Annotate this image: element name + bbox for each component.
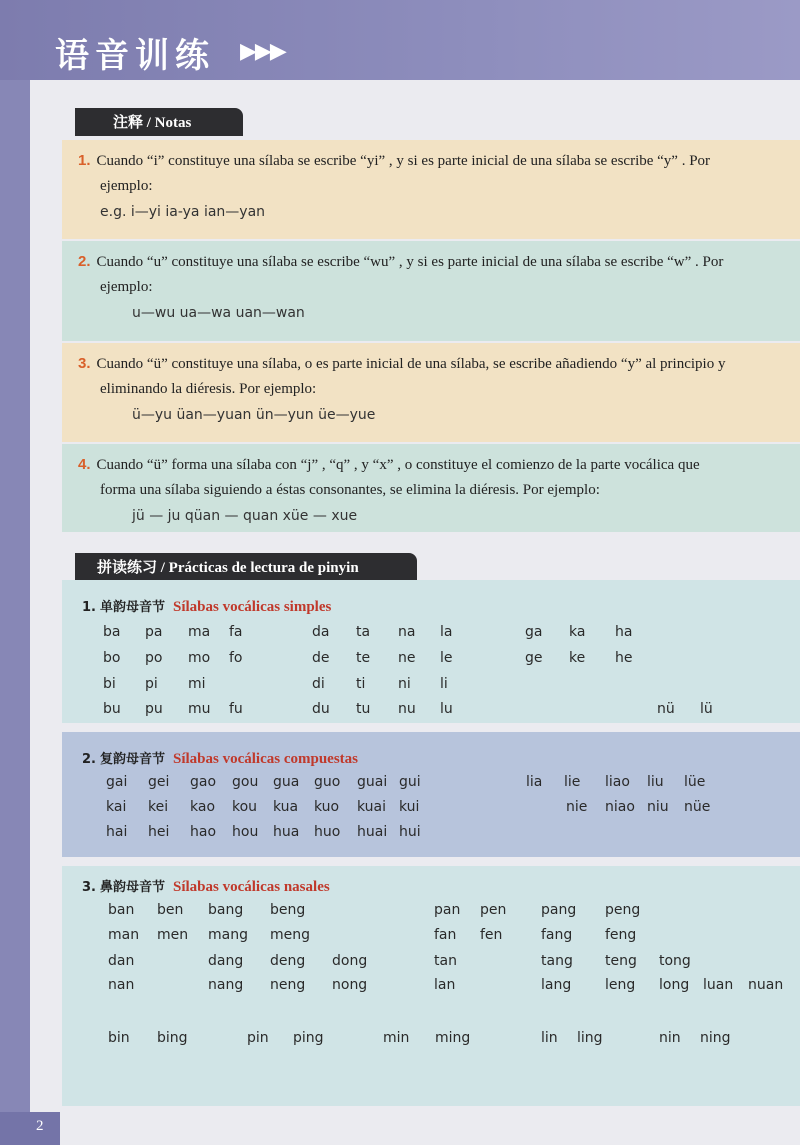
practice-title-zh: 鼻韵母音节 — [99, 880, 165, 895]
syllable: ben — [157, 902, 184, 918]
syllable: man — [108, 927, 140, 943]
syllable: mu — [188, 701, 211, 717]
syllable: tu — [356, 701, 371, 717]
syllable: leng — [605, 977, 636, 993]
syllable: lia — [526, 774, 543, 790]
syllable: mo — [188, 650, 211, 666]
syllable: kuo — [314, 799, 340, 815]
syllable: lin — [541, 1030, 558, 1046]
syllable: neng — [270, 977, 306, 993]
syllable: hao — [190, 824, 217, 840]
syllable: fan — [434, 927, 457, 943]
syllable: nüe — [684, 799, 711, 815]
syllable: pan — [434, 902, 461, 918]
notes-section-tab — [75, 108, 243, 136]
practice-number: 1. — [82, 600, 96, 615]
syllable: le — [440, 650, 453, 666]
note-line-2: ejemplo: — [100, 279, 153, 295]
syllable: nie — [566, 799, 588, 815]
syllable: ni — [398, 676, 411, 692]
practice-block — [62, 732, 800, 857]
practice-section-tab — [75, 553, 417, 581]
syllable: he — [615, 650, 633, 666]
syllable: deng — [270, 953, 306, 969]
practice-title-es: Sílabas vocálicas compuestas — [173, 751, 359, 767]
syllable: liao — [605, 774, 630, 790]
note-line-1 — [78, 355, 725, 373]
syllable: pen — [480, 902, 507, 918]
note-block — [62, 343, 800, 442]
note-text: Cuando “ü” constituye una sílaba, o es parte inicial de una sílaba, se escribe añadiendo “y” al principio y — [96, 356, 726, 372]
practice-number: 3. — [82, 880, 96, 895]
left-margin-bar — [0, 80, 30, 1145]
syllable: bo — [103, 650, 121, 666]
header-banner — [0, 0, 800, 80]
syllable: guo — [314, 774, 341, 790]
syllable: bing — [157, 1030, 188, 1046]
syllable: hei — [148, 824, 170, 840]
syllable: lü — [700, 701, 713, 717]
syllable: te — [356, 650, 371, 666]
syllable: ti — [356, 676, 366, 692]
note-example: ü—yu üan—yuan ün—yun üe—yue — [132, 407, 376, 423]
syllable: hai — [106, 824, 128, 840]
syllable: tong — [659, 953, 691, 969]
syllable: li — [440, 676, 448, 692]
page-number: 2 — [36, 1118, 44, 1134]
note-block — [62, 140, 800, 239]
syllable: lu — [440, 701, 453, 717]
syllable: ha — [615, 624, 633, 640]
syllable: lie — [564, 774, 581, 790]
syllable: di — [312, 676, 325, 692]
syllable: meng — [270, 927, 311, 943]
syllable: ge — [525, 650, 543, 666]
syllable: fang — [541, 927, 573, 943]
syllable: pang — [541, 902, 577, 918]
note-number: 3. — [78, 355, 91, 372]
note-line-1 — [78, 253, 723, 271]
notes-tab-es: / Notas — [146, 115, 192, 131]
syllable: ba — [103, 624, 121, 640]
syllable: bin — [108, 1030, 130, 1046]
syllable: long — [659, 977, 690, 993]
syllable: huo — [314, 824, 341, 840]
arrow-icons: ▶▶▶ — [240, 38, 285, 63]
practice-block — [62, 580, 800, 723]
practice-title — [82, 876, 330, 896]
syllable: fen — [480, 927, 503, 943]
syllable: gui — [399, 774, 421, 790]
syllable: ban — [108, 902, 135, 918]
syllable: fo — [229, 650, 243, 666]
note-line-2: forma una sílaba siguiendo a éstas consonantes, se elimina la diéresis. Por ejemplo: — [100, 482, 600, 498]
note-number: 4. — [78, 456, 91, 473]
syllable: pin — [247, 1030, 269, 1046]
syllable: nin — [659, 1030, 681, 1046]
syllable: lang — [541, 977, 572, 993]
syllable: nuan — [748, 977, 784, 993]
syllable: fu — [229, 701, 243, 717]
syllable: gao — [190, 774, 217, 790]
syllable: na — [398, 624, 416, 640]
practice-title-es: Sílabas vocálicas simples — [173, 599, 332, 615]
syllable: dang — [208, 953, 244, 969]
syllable: tan — [434, 953, 457, 969]
syllable: kei — [148, 799, 169, 815]
syllable: nan — [108, 977, 135, 993]
syllable: niao — [605, 799, 635, 815]
syllable: ke — [569, 650, 586, 666]
syllable: du — [312, 701, 330, 717]
note-line-2: eliminando la diéresis. Por ejemplo: — [100, 381, 317, 397]
syllable: ta — [356, 624, 371, 640]
syllable: ka — [569, 624, 586, 640]
syllable: ping — [293, 1030, 324, 1046]
syllable: ga — [525, 624, 543, 640]
syllable: teng — [605, 953, 637, 969]
practice-block — [62, 866, 800, 1106]
note-example: u—wu ua—wa uan—wan — [132, 305, 305, 321]
note-line-1 — [78, 456, 700, 474]
syllable: ning — [700, 1030, 731, 1046]
syllable: ne — [398, 650, 416, 666]
note-text: Cuando “u” constituye una sílaba se escribe “wu” , y si es parte inicial de una sílaba se escribe “w” . Por — [96, 254, 724, 270]
syllable: nü — [657, 701, 675, 717]
syllable: kou — [232, 799, 258, 815]
note-number: 2. — [78, 253, 91, 270]
note-number: 1. — [78, 152, 91, 169]
syllable: mang — [208, 927, 248, 943]
syllable: ling — [577, 1030, 603, 1046]
page-title: 语音训练 — [55, 36, 215, 76]
syllable: bang — [208, 902, 244, 918]
syllable: gai — [106, 774, 128, 790]
syllable: ming — [435, 1030, 471, 1046]
practice-title-zh: 单韵母音节 — [99, 600, 165, 615]
practice-title — [82, 748, 358, 768]
syllable: feng — [605, 927, 637, 943]
syllable: gou — [232, 774, 259, 790]
syllable: pu — [145, 701, 163, 717]
syllable: liu — [647, 774, 664, 790]
syllable: hou — [232, 824, 259, 840]
practice-tab-zh: 拼读练习 — [97, 558, 158, 576]
syllable: pa — [145, 624, 163, 640]
page-number-tab — [0, 1112, 60, 1145]
syllable: po — [145, 650, 163, 666]
note-example: jü — ju qüan — quan xüe — xue — [132, 508, 358, 524]
syllable: kai — [106, 799, 127, 815]
syllable: gei — [148, 774, 170, 790]
syllable: nu — [398, 701, 416, 717]
syllable: peng — [605, 902, 641, 918]
syllable: hua — [273, 824, 300, 840]
syllable: kuai — [357, 799, 387, 815]
syllable: mi — [188, 676, 206, 692]
note-text: Cuando “i” constituye una sílaba se escribe “yi” , y si es parte inicial de una sílaba se escribe “y” . Por — [96, 153, 711, 169]
syllable: luan — [703, 977, 734, 993]
syllable: min — [383, 1030, 410, 1046]
note-block — [62, 241, 800, 341]
practice-title — [82, 596, 331, 616]
practice-number: 2. — [82, 752, 96, 767]
notes-tab-zh: 注释 — [113, 113, 144, 131]
syllable: bu — [103, 701, 121, 717]
syllable: dong — [332, 953, 368, 969]
syllable: la — [440, 624, 453, 640]
syllable: da — [312, 624, 330, 640]
syllable: kui — [399, 799, 420, 815]
syllable: de — [312, 650, 330, 666]
syllable: lan — [434, 977, 456, 993]
practice-title-zh: 复韵母音节 — [99, 752, 165, 767]
syllable: fa — [229, 624, 243, 640]
syllable: tang — [541, 953, 573, 969]
practice-tab-es: / Prácticas de lectura de pinyin — [160, 560, 359, 576]
note-block — [62, 444, 800, 532]
syllable: ma — [188, 624, 211, 640]
syllable: huai — [357, 824, 388, 840]
syllable: guai — [357, 774, 388, 790]
syllable: kao — [190, 799, 216, 815]
syllable: gua — [273, 774, 300, 790]
note-text: Cuando “ü” forma una sílaba con “j” , “q” , y “x” , o constituye el comienzo de la parte vocálica que — [96, 457, 700, 473]
syllable: lüe — [684, 774, 706, 790]
syllable: hui — [399, 824, 421, 840]
practice-title-es: Sílabas vocálicas nasales — [173, 879, 330, 895]
syllable: beng — [270, 902, 306, 918]
syllable: dan — [108, 953, 135, 969]
syllable: niu — [647, 799, 669, 815]
note-line-2: ejemplo: — [100, 178, 153, 194]
note-example: e.g. i—yi ia-ya ian—yan — [100, 204, 266, 220]
syllable: pi — [145, 676, 158, 692]
note-line-1 — [78, 152, 710, 170]
syllable: nong — [332, 977, 368, 993]
syllable: nang — [208, 977, 244, 993]
syllable: men — [157, 927, 189, 943]
syllable: bi — [103, 676, 116, 692]
syllable: kua — [273, 799, 299, 815]
